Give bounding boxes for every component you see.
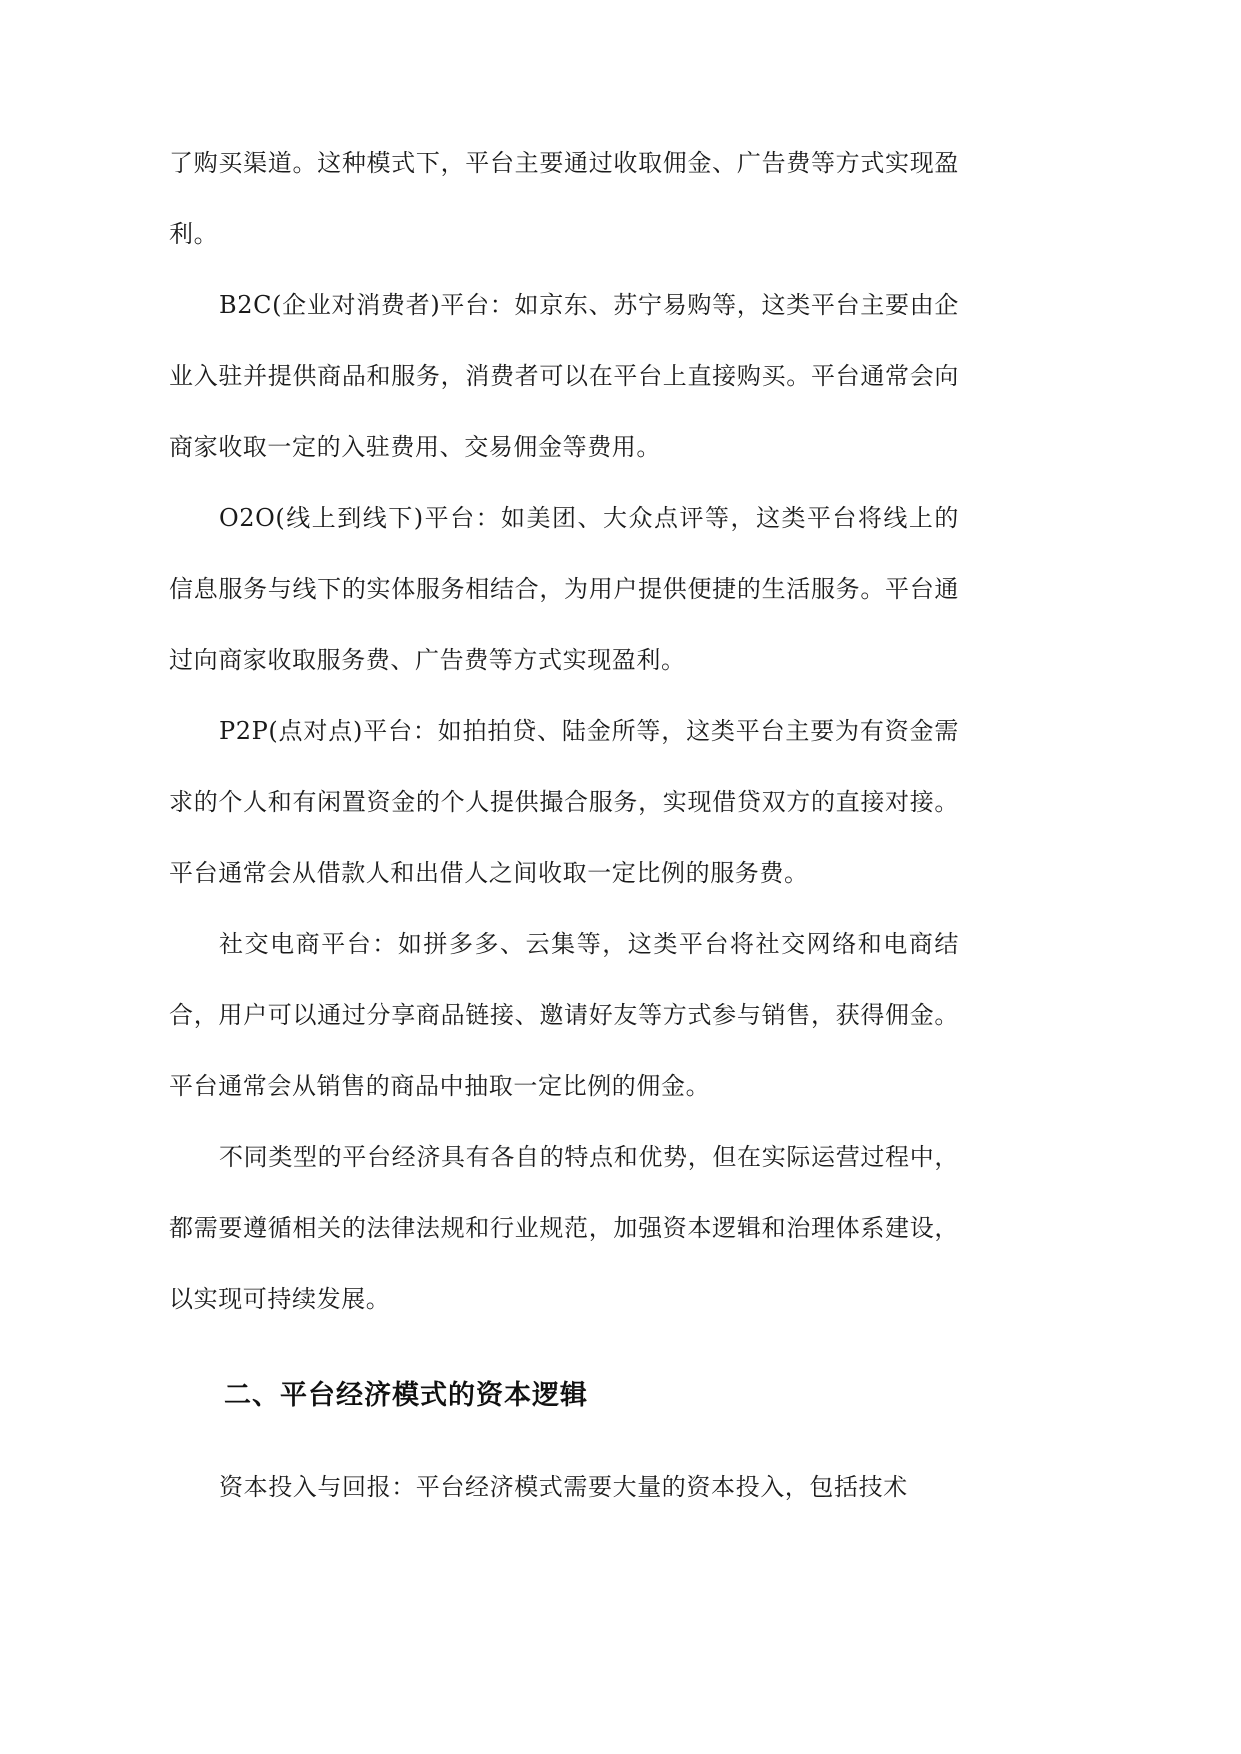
- paragraph-p2p: P2P(点对点)平台：如拍拍贷、陆金所等，这类平台主要为有资金需求的个人和有闲置资金的个人提供撮合服务，实现借贷双方的直接对接。平台通常会从借款人和出借人之间收取一定比例的服务费。: [169, 717, 959, 887]
- section-heading: 二、平台经济模式的资本逻辑: [224, 1380, 588, 1411]
- paragraph-social-ecommerce: 社交电商平台：如拼多多、云集等，这类平台将社交网络和电商结合，用户可以通过分享商品链接、邀请好友等方式参与销售，获得佣金。平台通常会从销售的商品中抽取一定比例的佣金。: [169, 930, 959, 1100]
- paragraph-o2o: O2O(线上到线下)平台：如美团、大众点评等，这类平台将线上的信息服务与线下的实体服务相结合，为用户提供便捷的生活服务。平台通过向商家收取服务费、广告费等方式实现盈利。: [169, 504, 959, 674]
- paragraph-continuation: 了购买渠道。这种模式下，平台主要通过收取佣金、广告费等方式实现盈利。: [169, 149, 959, 248]
- paragraph-capital-investment: 资本投入与回报：平台经济模式需要大量的资本投入，包括技术: [219, 1473, 908, 1501]
- paragraph-b2c: B2C(企业对消费者)平台：如京东、苏宁易购等，这类平台主要由企业入驻并提供商品和服务，消费者可以在平台上直接购买。平台通常会向商家收取一定的入驻费用、交易佣金等费用。: [169, 291, 959, 461]
- paragraph-summary: 不同类型的平台经济具有各自的特点和优势，但在实际运营过程中，都需要遵循相关的法律法规和行业规范，加强资本逻辑和治理体系建设，以实现可持续发展。: [169, 1143, 959, 1313]
- document-body: [169, 128, 959, 1523]
